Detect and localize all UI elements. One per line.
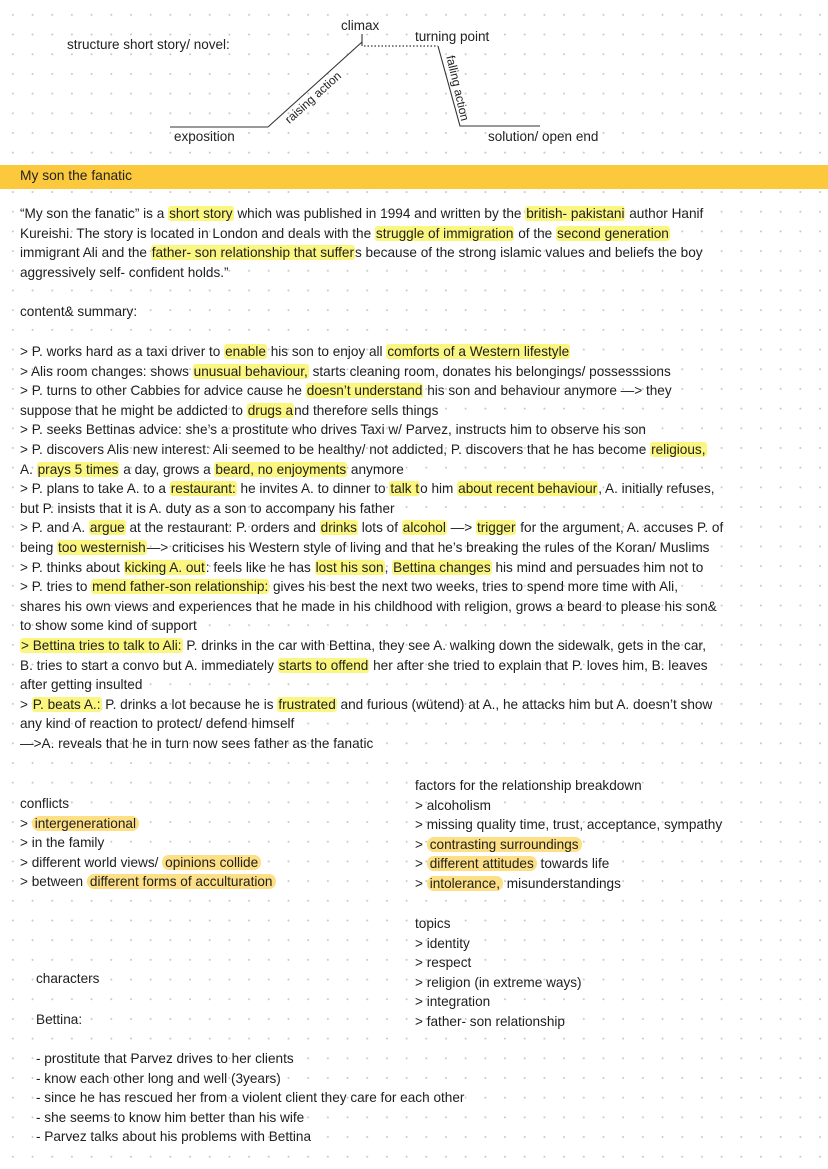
highlighted-text: enable [225, 344, 266, 359]
list-item: > P. and A. argue at the restaurant: P. orders and drinks lots of alcohol —> trigger for the argument, A. accuses P. of [20, 520, 724, 536]
highlighted-text: Bettina changes [393, 559, 491, 575]
list-item: > P. works hard as a taxi driver to enable his son to enjoy all comforts of a Western lifestyle [20, 344, 570, 359]
highlighted-text: mend father-son relationship: [92, 579, 269, 595]
highlighted-text: prays 5 times [37, 461, 119, 477]
list-item: > different world views/ opinions collide [20, 853, 276, 873]
list-item: > in the family [20, 835, 105, 851]
raising-action-label: raising action [282, 68, 344, 127]
characters-heading: characters [36, 971, 100, 986]
list-item: > respect [415, 955, 472, 971]
text-line: B. tries to start a convo but A. immediately starts to offend her after she tried to explain that P. loves him, B. leaves [20, 657, 708, 673]
solution-label: solution/ open end [488, 129, 599, 144]
list-item: > P. turns to other Cabbies for advice cause he doesn’t understand his son and behaviour anymore —> they [20, 383, 672, 399]
list-item: > P. beats A.: P. drinks a lot because he is frustrated and furious (wütend) at A., he attacks him but A. doesn’t show [20, 696, 713, 712]
highlighted-text: different attitudes [427, 856, 537, 871]
highlighted-text: religious, [651, 441, 706, 457]
text-line: aggressively self- confident holds.” [20, 264, 229, 280]
text-line: being too westernish—> criticises his Western style of living and that he’s breaking the rules of the Koran/ Muslims [20, 539, 710, 555]
factors-heading: factors for the relationship breakdown [415, 778, 642, 793]
list-item: > Bettina tries to talk to Ali: P. drinks in the car with Bettina, they see A. walking down the sidewalk, gets in the car, [21, 637, 706, 653]
highlighted-text: alcohol [402, 520, 446, 536]
list-item: - prostitute that Parvez drives to her clients [36, 1051, 294, 1066]
list-item: - she seems to know him better than his wife [36, 1109, 305, 1125]
turning-point-label: turning point [415, 29, 490, 44]
highlighted-text: unusual behaviour, [193, 363, 308, 379]
highlighted-text: argue [89, 520, 125, 536]
list-item: > missing quality time, trust, acceptance, sympathy [415, 817, 723, 833]
list-item: > intolerance, misunderstandings [415, 875, 621, 891]
list-item: > Alis room changes: shows unusual behaviour, starts cleaning room, donates his belongings/ possesssions [20, 363, 671, 379]
intro-paragraph [20, 204, 820, 282]
list-item: > between different forms of acculturation [20, 872, 276, 892]
summary-list [20, 342, 820, 753]
highlighted-text: starts to offend [278, 657, 369, 673]
highlighted-text: different forms of acculturation [87, 874, 276, 889]
list-item: > contrasting surroundings [415, 835, 722, 855]
highlighted-text: restaurant: [170, 481, 236, 497]
list-item: > P. plans to take A. to a restaurant: he invites A. to dinner to talk to him about recent behaviour, A. initially refuses, [20, 481, 715, 497]
highlighted-text: contrasting surroundings [427, 837, 582, 852]
highlighted-text: too westernish [58, 539, 146, 555]
list-item: - since he has rescued her from a violent client they care for each other [36, 1090, 465, 1106]
list-item: > P. discovers Alis new interest: Ali seemed to be healthy/ not addicted, P. discovers that he has become religious, [20, 441, 706, 457]
list-item: —>A. reveals that he in turn now sees father as the fanatic [20, 735, 374, 751]
list-item: > different attitudes towards life [415, 856, 610, 872]
highlighted-text: talk t [390, 481, 420, 497]
topics-section [415, 914, 582, 1032]
highlighted-text: second generation [557, 225, 669, 241]
text-line: A. prays 5 times a day, grows a beard, no enjoyments anymore [20, 461, 404, 477]
list-item: > integration [415, 994, 491, 1010]
topics-heading: topics [415, 916, 451, 931]
page-title: My son the fanatic [20, 168, 132, 183]
climax-label: climax [341, 18, 380, 33]
highlighted-text: > Bettina tries to talk to Ali: [21, 637, 182, 653]
text-line: “My son the fanatic” is a short story which was published in 1994 and written by the british- pakistani author Hanif [20, 206, 704, 221]
highlighted-text: frustrated [278, 696, 336, 712]
factors-section [415, 776, 722, 894]
summary-heading: content& summary: [20, 304, 138, 319]
highlighted-text: intergenerational [32, 816, 139, 831]
text-line: suppose that he might be addicted to drugs and therefore sells things [20, 402, 439, 418]
exposition-label: exposition [174, 129, 235, 144]
plot-structure-diagram [0, 0, 828, 160]
highlighted-text: drinks [320, 520, 357, 536]
list-item: - Parvez talks about his problems with Bettina [36, 1129, 312, 1145]
highlighted-text: lost his son [315, 559, 384, 575]
bettina-notes [36, 1049, 464, 1147]
highlighted-text: drugs a [247, 402, 294, 418]
highlighted-text: father- son relationship that suffer [151, 245, 354, 261]
list-item: > P. seeks Bettinas advice: she’s a prostitute who drives Taxi w/ Parvez, instructs him to observe his son [20, 422, 646, 438]
highlighted-text: intolerance, [427, 876, 503, 891]
highlighted-text: doesn’t understand [306, 383, 423, 399]
falling-action-label: falling action [443, 54, 473, 123]
highlighted-text: comforts of a Western lifestyle [387, 344, 570, 359]
list-item: > father- son relationship [415, 1013, 565, 1029]
list-item: > religion (in extreme ways) [415, 974, 582, 990]
highlighted-text: trigger [476, 520, 516, 536]
list-item: > alcoholism [415, 797, 491, 813]
text-line: but P. insists that it is A. duty as a son to accompany his father [20, 500, 395, 516]
highlighted-text: about recent behaviour [458, 481, 598, 497]
highlighted-text: short story [169, 206, 233, 221]
list-item: > intergenerational [20, 814, 276, 834]
conflicts-section [20, 794, 276, 892]
highlighted-text: kicking A. out [124, 559, 205, 575]
highlighted-text: opinions collide [162, 855, 261, 870]
structure-label: structure short story/ novel: [67, 37, 230, 52]
text-line: after getting insulted [20, 677, 143, 693]
highlighted-text: british- pakistani [526, 206, 625, 221]
list-item: - know each other long and well (3years) [36, 1070, 281, 1086]
text-line: any kind of reaction to protect/ defend himself [20, 716, 295, 732]
text-line: immigrant Ali and the father- son relationship that suffers because of the strong islamic values and beliefs the boy [20, 245, 703, 261]
text-line: to show some kind of support [20, 618, 197, 634]
list-item: > identity [415, 935, 470, 951]
highlighted-text: P. beats A.: [32, 696, 101, 712]
list-item: > P. thinks about kicking A. out: feels like he has lost his son, Bettina changes his mind and persuades him not to [20, 559, 704, 575]
title-band [0, 165, 828, 189]
conflicts-heading: conflicts [20, 796, 70, 811]
list-item: > P. tries to mend father-son relationship: gives his best the next two weeks, tries to spend more time with Ali, [20, 579, 678, 595]
character-name: Bettina: [36, 1012, 83, 1027]
highlighted-text: beard, no enjoyments [215, 461, 347, 477]
text-line: Kureishi. The story is located in London and deals with the struggle of immigration of the second generation [20, 225, 669, 241]
highlighted-text: struggle of immigration [375, 225, 514, 241]
text-line: shares his own views and experiences that he made in his childhood with religion, grows a beard to please his son& [20, 598, 717, 614]
